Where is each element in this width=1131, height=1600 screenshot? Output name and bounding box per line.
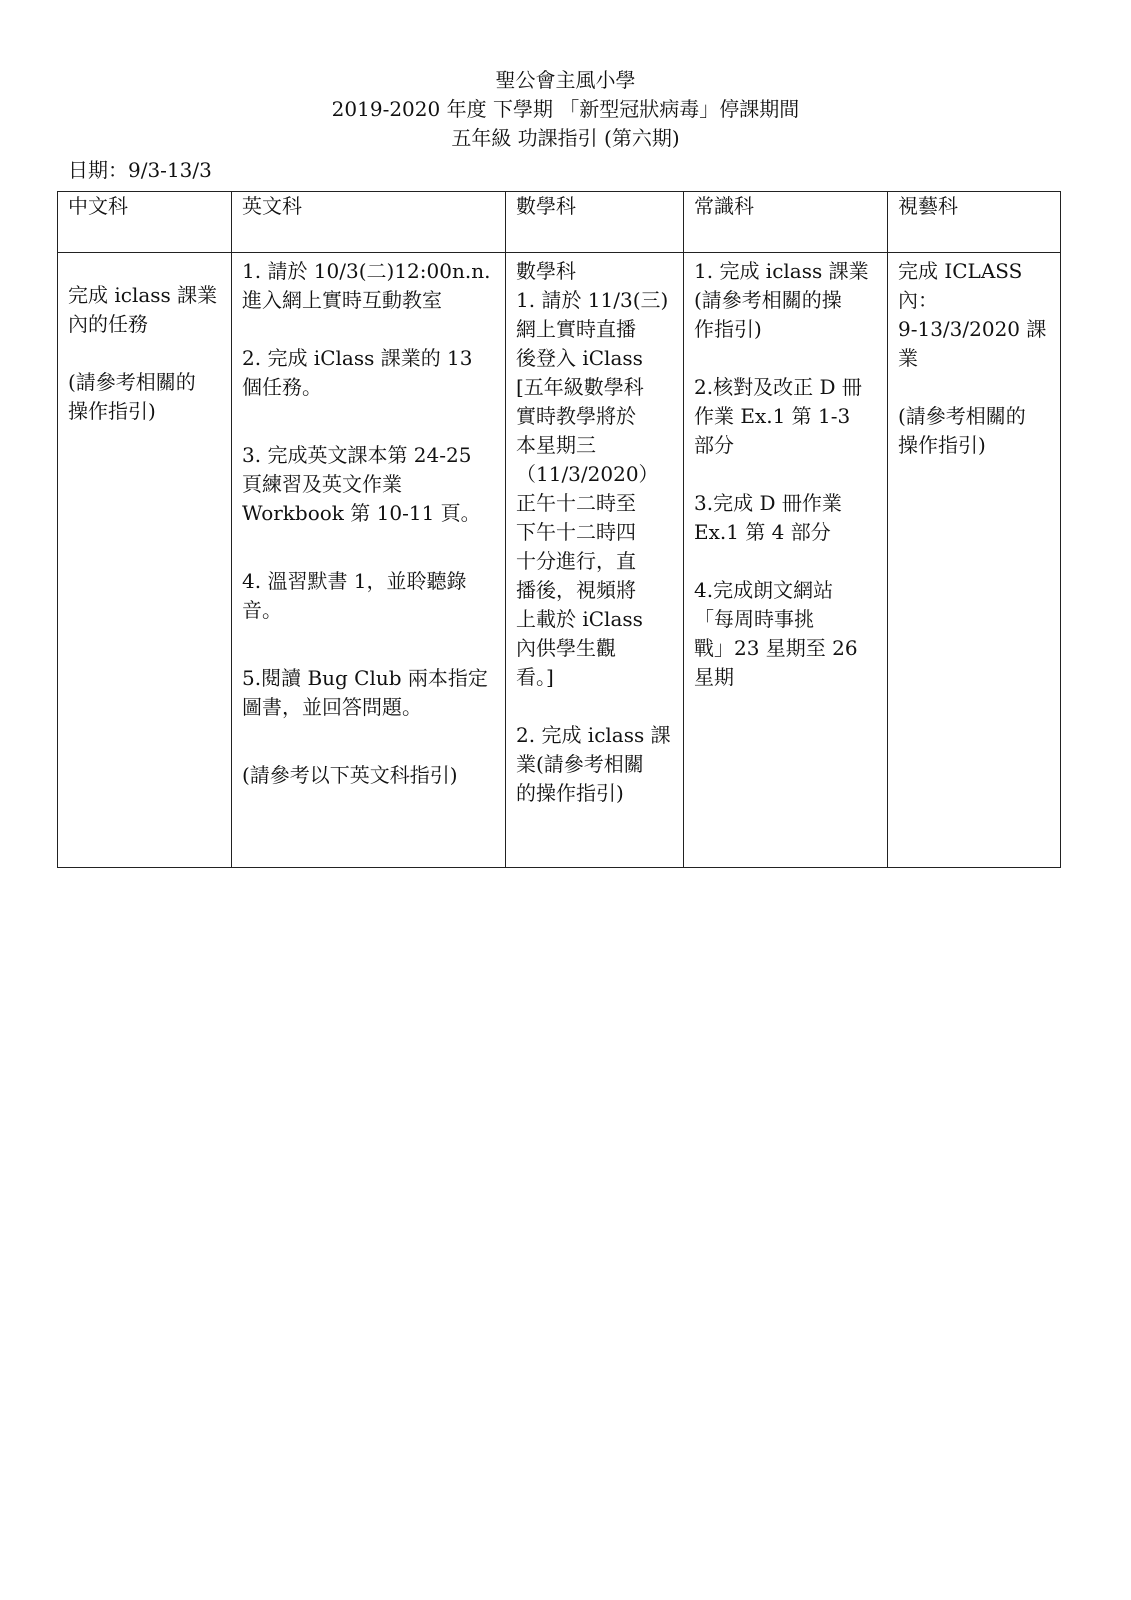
- math-task-1: 數學科 1. 請於 11/3(三) 網上實時直播 後登入 iClass [五年級數學科 實時教學將於 本星期三 （11/3/2020） 正午十二時至 下午十二時四 十分進行，直 播後，視頻將 上載於 iClass 內供學生觀 看。]: [516, 259, 669, 689]
- gs-task-1: 1. 完成 iclass 課業 (請參考相關的操 作指引): [694, 259, 869, 341]
- header-visual-arts: 視藝科: [888, 192, 1061, 253]
- header-math: 數學科: [506, 192, 684, 253]
- gs-task-2: 2.核對及改正 D 冊 作業 Ex.1 第 1-3 部分: [694, 375, 862, 457]
- table-header-row: [58, 192, 1061, 253]
- english-task-3: 3. 完成英文課本第 24-25 頁練習及英文作業 Workbook 第 10-11 頁。: [242, 443, 481, 525]
- document-header: [0, 66, 1131, 153]
- header-chinese: 中文科: [58, 192, 232, 253]
- gs-task-3: 3.完成 D 冊作業 Ex.1 第 4 部分: [694, 491, 842, 544]
- term-title: 2019-2020 年度 下學期 「新型冠狀病毒」停課期間: [331, 97, 800, 121]
- english-task-1: 1. 請於 10/3(二)12:00n.n. 進入網上實時互動教室: [242, 259, 491, 312]
- date-range: 日期：9/3-13/3: [68, 158, 212, 182]
- school-name: 聖公會主風小學: [495, 68, 636, 92]
- cell-math: [506, 253, 684, 868]
- chinese-task: 完成 iclass 課業 內的任務: [68, 283, 218, 336]
- header-english: 英文科: [232, 192, 506, 253]
- chinese-note: (請參考相關的 操作指引): [68, 370, 196, 423]
- math-task-2: 2. 完成 iclass 課 業(請參考相關 的操作指引): [516, 723, 671, 805]
- table-row: [58, 253, 1061, 868]
- header-general-studies: 常識科: [684, 192, 888, 253]
- homework-table: [57, 191, 1061, 868]
- english-task-2: 2. 完成 iClass 課業的 13 個任務。: [242, 346, 473, 399]
- cell-visual-arts: [888, 253, 1061, 868]
- homework-guide-title: 五年級 功課指引 (第六期): [451, 126, 680, 150]
- english-note: (請參考以下英文科指引): [242, 763, 458, 787]
- art-note: (請參考相關的 操作指引): [898, 404, 1026, 457]
- gs-task-4: 4.完成朗文網站 「每周時事挑 戰」23 星期至 26 星期: [694, 578, 858, 689]
- english-task-4: 4. 溫習默書 1，並聆聽錄 音。: [242, 569, 467, 622]
- cell-chinese: [58, 253, 232, 868]
- cell-general-studies: [684, 253, 888, 868]
- cell-english: [232, 253, 506, 868]
- art-task: 完成 ICLASS 內： 9-13/3/2020 課 業: [898, 259, 1047, 370]
- english-task-5: 5.閱讀 Bug Club 兩本指定 圖書，並回答問題。: [242, 666, 488, 719]
